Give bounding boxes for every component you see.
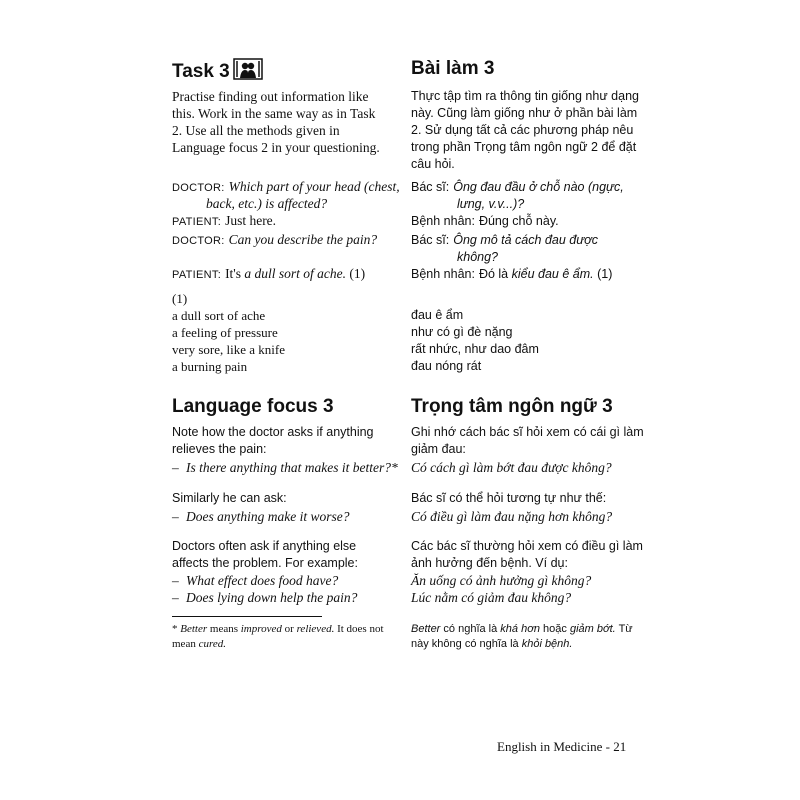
vn-dialogue-line-2: Bệnh nhân: Đúng chỗ này.	[411, 214, 559, 228]
vn-list-item: đau ê ẩm	[411, 308, 464, 322]
bai-lam-3-title: Bài làm 3	[411, 58, 495, 79]
trong-tam-3-title: Trọng tâm ngôn ngữ 3	[411, 396, 613, 417]
dialogue-line-3: DOCTOR: Can you describe the pain?	[172, 232, 378, 247]
task-3-instructions: Practise finding out information like this. Work in the same way as in Task 2. Use all the methods given in Language focus 2 in your questioning.	[172, 89, 380, 155]
dialogue-line-1-cont: back, etc.) is affected?	[206, 196, 328, 211]
vn-dialogue-line-1-cont: lưng, v.v...)?	[457, 197, 525, 211]
list-item: a feeling of pressure	[172, 325, 278, 340]
lf-paragraph-3: Doctors often ask if anything else affects the problem. For example:	[172, 539, 358, 570]
lf-example-2: – Does anything make it worse?	[172, 509, 350, 524]
list-marker: (1)	[172, 291, 188, 306]
vn-dialogue-line-1: Bác sĩ: Ông đau đầu ở chỗ nào (ngực,	[411, 180, 624, 194]
page-footer: English in Medicine - 21	[497, 739, 627, 754]
list-item: very sore, like a knife	[172, 342, 285, 357]
vn-lf-example-3: Ăn uống có ảnh hưởng gì không?	[411, 573, 592, 588]
lf-example-3: – What effect does food have?	[172, 573, 339, 588]
vn-lf-paragraph-1: Ghi nhớ cách bác sĩ hỏi xem có cái gì làm giảm đau:	[411, 425, 644, 456]
bai-lam-3-instructions: Thực tập tìm ra thông tin giống như dạng này. Cũng làm giống như ở phần bài làm 2. Sử dụng tất cả các phương pháp nêu trong phần Trọng tâm ngôn ngữ 2 để đặt câu hỏi.	[411, 89, 639, 171]
task-3-title: Task 3	[172, 58, 263, 83]
vn-list-item: như có gì đè nặng	[411, 325, 513, 339]
footnote-divider	[172, 616, 322, 617]
lf-paragraph-1: Note how the doctor asks if anything relieves the pain:	[172, 425, 374, 456]
vn-dialogue-line-3-cont: không?	[457, 250, 499, 264]
vn-lf-example-2: Có điều gì làm đau nặng hơn không?	[411, 509, 613, 524]
dialogue-line-4: PATIENT: It's a dull sort of ache. (1)	[172, 266, 366, 281]
vn-lf-paragraph-2: Bác sĩ có thể hỏi tương tự như thế:	[411, 491, 607, 505]
dialogue-line-1: DOCTOR: Which part of your head (chest,	[172, 179, 400, 194]
vn-lf-example-4: Lúc nằm có giảm đau không?	[411, 590, 572, 605]
lf-paragraph-2: Similarly he can ask:	[172, 491, 287, 505]
vn-lf-example-1: Có cách gì làm bớt đau được không?	[411, 460, 612, 475]
list-item: a dull sort of ache	[172, 308, 266, 323]
vn-list-item: rất nhức, như dao đâm	[411, 342, 539, 356]
footnote: * Better means improved or relieved. It does not mean cured.	[172, 623, 384, 650]
dialogue-line-2: PATIENT: Just here.	[172, 213, 277, 228]
vn-footnote: Better có nghĩa là khá hơn hoặc giảm bớt. Từ này không có nghĩa là khỏi bệnh.	[411, 623, 633, 650]
language-focus-3-title: Language focus 3	[172, 396, 334, 417]
vn-lf-paragraph-3: Các bác sĩ thường hỏi xem có điều gì làm ảnh hưởng đến bệnh. Ví dụ:	[411, 539, 643, 570]
lf-example-4: – Does lying down help the pain?	[172, 590, 358, 605]
pair-work-icon	[233, 58, 263, 80]
list-item: a burning pain	[172, 359, 248, 374]
lf-example-1: – Is there anything that makes it better?*	[172, 460, 398, 475]
vn-dialogue-line-3: Bác sĩ: Ông mô tả cách đau được	[411, 233, 598, 247]
vn-list-item: đau nóng rát	[411, 359, 482, 373]
vn-dialogue-line-4: Bệnh nhân: Đó là kiểu đau ê ẩm. (1)	[411, 267, 613, 281]
